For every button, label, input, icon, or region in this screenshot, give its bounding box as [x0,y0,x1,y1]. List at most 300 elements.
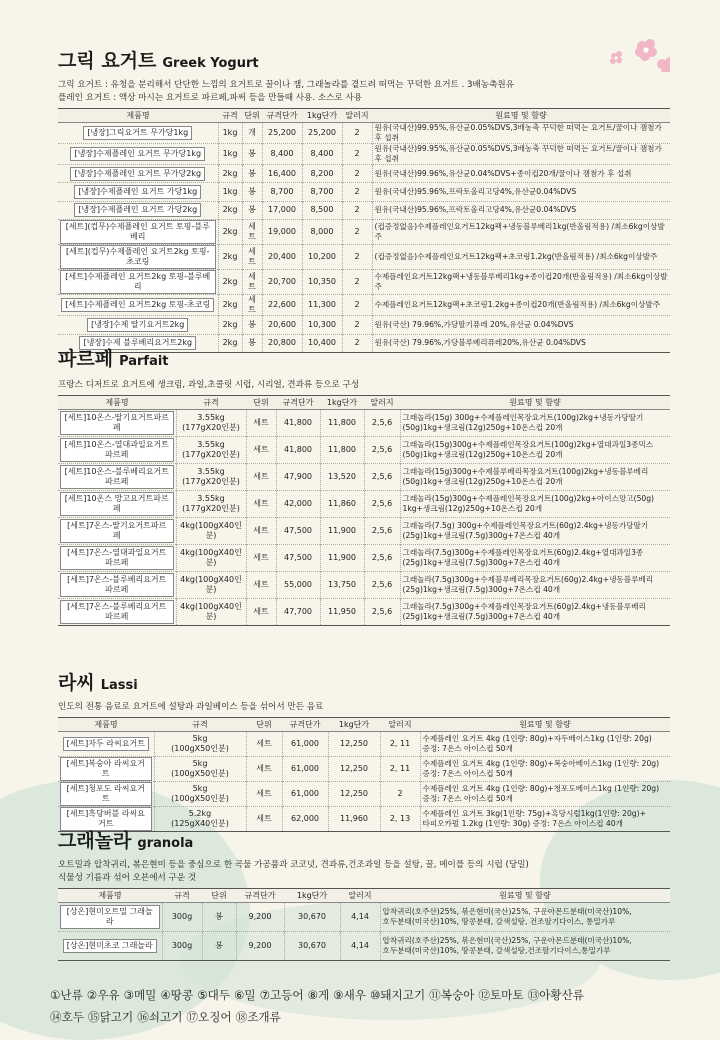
table-cell: 2 [342,201,372,219]
table-cell: 2kg [218,334,242,352]
table-row [58,464,670,491]
table-cell: 62,000 [282,807,328,832]
cell-line: 호두분태(미국산)10%, 땅콩분태, 갈색설탕, 건조딸기다이스, 통밀가루 [382,917,616,926]
column-header: 제품명 [58,396,176,410]
table-cell: 12,250 [328,757,380,782]
section-title [58,668,670,695]
table-row [58,491,670,518]
table-cell: 11,900 [320,518,364,545]
table-cell: 2,5,6 [364,518,400,545]
section-title [58,826,670,853]
table-row [58,545,670,572]
greek-yogurt-table [58,108,670,353]
table-cell: 2 [342,295,372,316]
table-cell [58,245,218,270]
table-cell: 11,960 [328,807,380,832]
table-cell [176,464,246,491]
granola-section [58,826,670,961]
cell-line: 5kg [192,759,208,768]
table-row [58,123,670,144]
table-cell: 2,5,6 [364,572,400,599]
product-name-label: [세트]복숭아 라씨요거트 [60,757,152,781]
table-cell: 22,600 [262,295,302,316]
table-cell: 세트 [242,245,262,270]
description-line: 인도의 전통 음료로 요거트에 설탕과 과일베이스 등을 섞어서 만든 음료 [58,702,324,712]
table-cell: 9,200 [236,903,284,932]
table-cell: 1kg [218,183,242,201]
column-header: 1kg단가 [328,718,380,732]
table-cell: 2 [342,144,372,165]
allergen-item: ⑯쇠고기 [137,1010,183,1024]
table-cell: 2kg [218,295,242,316]
section-title [58,344,670,371]
cell-line: (100gX50인분) [171,744,229,753]
column-header: 1kg단가 [302,109,342,123]
table-cell: 2, 11 [380,757,420,782]
table-cell: 13,750 [320,572,364,599]
cell-line: 수제플레인 요거트 4kg (1인량: 80g)+복숭아베이스1kg (1인량: 20g) [422,759,660,768]
column-header: 1kg단가 [320,396,364,410]
parfait-table [58,395,670,626]
table-cell [58,410,176,437]
column-header: 알러지 [380,718,420,732]
table-row [58,183,670,201]
table-row [58,220,670,245]
cell-line: 증정: 7온스 아이스컵 50개 [422,794,513,803]
table-cell: (컵증정없음)수제플레인요거트12kg팩+초코링1.2kg(반올림적용) /최소6kg이상발주 [372,245,670,270]
table-cell: 8,700 [302,183,342,201]
cell-line: 3.55kg [197,467,225,476]
section-description [58,701,670,714]
table-cell: 2,5,6 [364,437,400,464]
table-cell: 봉 [202,903,236,932]
column-header: 규격 [218,109,242,123]
cell-line: 그래놀라(7.5g)300g+수제블루베리목장요거트(60g)2.4kg+냉동블루베리 [402,575,654,584]
table-cell: 11,800 [320,410,364,437]
table-cell [154,782,246,807]
table-cell: 2,5,6 [364,464,400,491]
table-row [58,437,670,464]
table-cell: 25,200 [302,123,342,144]
table-cell [400,437,670,464]
table-row [58,410,670,437]
column-header: 제품명 [58,889,162,903]
table-cell: 2 [342,334,372,352]
table-cell [58,183,218,201]
allergen-item: ⑩돼지고기 [369,988,426,1002]
table-cell [400,410,670,437]
cell-line: 3.55kg [197,494,225,503]
column-header: 규격단가 [262,109,302,123]
table-cell [400,464,670,491]
table-cell: 수제플레인요거트12kg팩+초코링1.2kg+종이컵20개(반올림적용) /최소6kg이상발주 [372,295,670,316]
table-cell [58,599,176,626]
product-name-label: [냉장]수제플레인 요거트 무가당2kg [70,167,205,181]
title-korean: 라씨 [58,672,95,694]
cell-line: 1kg+생크림(12g)250g+10온스컵 20개 [402,504,543,513]
table-row [58,599,670,626]
product-name-label: [냉장]수제플레인 요거트 가당2kg [74,203,201,217]
table-cell: 300g [162,932,202,961]
table-row [58,295,670,316]
table-cell: 세트 [246,807,282,832]
table-row [58,757,670,782]
table-cell [176,491,246,518]
table-cell: (컵증정없음)수제플레인요거트12kg팩+냉동블루베리1kg(반올림적용) /최소6kg이상발주 [372,220,670,245]
product-name-label: [세트]10온스-열대과일요거트파르페 [60,438,174,462]
table-cell: 47,500 [276,518,320,545]
table-cell [176,518,246,545]
table-cell [420,732,670,757]
table-cell: 세트 [246,545,276,572]
cell-line: (125gX40인분) [171,819,229,828]
column-header: 원료명 및 함량 [400,396,670,410]
parfait-section [58,344,670,626]
table-cell: 2kg [218,201,242,219]
table-cell: 19,000 [262,220,302,245]
cell-line: 증정: 7온스 아이스컵 50개 [422,769,513,778]
product-name-label: [세트]수제플레인 요거트2kg 토핑-초코링 [61,298,214,312]
table-cell: 20,800 [262,334,302,352]
table-cell: 원유(국내산)99.95%,유산균0.05%DVS,3배농축 꾸덕한 떠먹는 요거트/꿀이나 잼첨가 후 섭취 [372,123,670,144]
table-cell [58,782,154,807]
table-cell [154,732,246,757]
table-cell [58,270,218,295]
product-name-label: [세트]7온스-블루베리요거트파르페 [60,600,174,624]
table-cell: 41,800 [276,437,320,464]
cell-line: 타피오카펄 1.2kg (1인량: 30g) 증정: 7온스 아이스컵 40개 [422,819,623,828]
cell-line: 그래놀라(7.5g) 300g+수제플레인목장요거트(60g)2.4kg+냉동가당딸기 [402,521,649,530]
column-header: 원료명 및 함량 [372,109,670,123]
table-cell: 원유(국산) 79.96%,가당블루베리퓨레20%,유산균 0.04%DVS [372,334,670,352]
table-cell: 25,200 [262,123,302,144]
cell-line: 수제플레인 요거트 4kg (1인량: 80g)+자두베이스1kg (1인량: 20g) [422,734,652,743]
section-description [58,379,670,392]
table-cell: 1kg [218,123,242,144]
column-header: 알러지 [340,889,380,903]
table-cell: 원유(국내산)99.95%,유산균0.05%DVS,3배농축 꾸덕한 떠먹는 요거트/꿀이나 잼첨가 후 섭취 [372,144,670,165]
table-cell: 13,520 [320,464,364,491]
cell-line: 3.55kg [197,440,225,449]
table-cell [58,464,176,491]
cell-line: (50g)1kg+생크림(12g)250g+10온스컵 20개 [402,450,563,459]
table-cell: 2kg [218,245,242,270]
table-cell: 300g [162,903,202,932]
table-cell: 2, 11 [380,732,420,757]
table-cell [400,491,670,518]
allergen-item: ①난류 [50,988,83,1002]
cell-line: 4kg(100gX40인분) [180,548,242,567]
table-cell: 원유(국내산)95.96%,프락토올리고당4%,유산균0.04%DVS [372,183,670,201]
cell-line: (25g)1kg+생크림(7.5g)300g+7온스컵 40개 [402,531,561,540]
table-cell: 30,670 [284,932,340,961]
granola-table [58,888,670,961]
product-name-label: [냉장]그릭요거트 무가당1kg [83,126,192,140]
cell-line: 증정: 7온스 아이스컵 50개 [422,744,513,753]
cell-line: 그래놀라(15g)300g+수제블루베리목장요거트(100g)2kg+냉동블루베리 [402,467,649,476]
section-description [58,859,670,885]
cell-line: (177gX20인분) [182,423,240,432]
column-header: 단위 [202,889,236,903]
cell-line: 그래놀라(15g)300g+수제플레인목장요거트(100g)2kg+아이스망고(50g) [402,494,655,503]
table-cell: 47,700 [276,599,320,626]
table-cell: 원유(국내산)99.96%,유산균0.04%DVS+종이컵20개/꿀이나 잼첨가 후 섭취 [372,165,670,183]
table-cell [58,437,176,464]
table-cell: 61,000 [282,757,328,782]
product-name-label: [세트]10온스-딸기요거트파르페 [60,411,174,435]
table-cell: 수제플레인요거트12kg팩+냉동블루베리1kg+종이컵20개(반올림적용) /최소6kg이상발주 [372,270,670,295]
table-cell: 11,860 [320,491,364,518]
column-header: 알러지 [342,109,372,123]
cell-line: (177gX20인분) [182,450,240,459]
table-row [58,165,670,183]
allergen-item: ②우유 [86,988,120,1002]
table-cell: 세트 [246,782,282,807]
column-header: 규격단가 [282,718,328,732]
column-header: 규격 [162,889,202,903]
table-cell: 20,700 [262,270,302,295]
table-cell: 41,800 [276,410,320,437]
column-header: 단위 [246,396,276,410]
table-cell: 2,5,6 [364,491,400,518]
cell-line: 4kg(100gX40인분) [180,521,242,540]
allergen-item: ⑰오징어 [186,1010,232,1024]
allergen-item: ⑭호두 [50,1010,84,1024]
table-row [58,572,670,599]
table-cell: 20,400 [262,245,302,270]
table-cell: 16,400 [262,165,302,183]
table-cell: 세트 [246,732,282,757]
column-header: 규격단가 [276,396,320,410]
table-cell: 8,700 [262,183,302,201]
table-cell: 8,400 [262,144,302,165]
product-name-label: [세트]자두 라씨요거트 [63,737,149,751]
table-cell [58,144,218,165]
table-cell: 11,300 [302,295,342,316]
table-cell: 세트 [246,599,276,626]
table-cell [380,903,670,932]
table-cell: 2kg [218,165,242,183]
table-cell [58,572,176,599]
table-cell: 세트 [246,437,276,464]
table-cell: 1kg [218,144,242,165]
table-cell: 개 [242,123,262,144]
table-cell: 47,900 [276,464,320,491]
column-header: 1kg단가 [284,889,340,903]
table-cell [420,757,670,782]
table-cell: 2, 13 [380,807,420,832]
table-cell: 봉 [242,183,262,201]
allergen-item: ⑱조개류 [235,1010,281,1024]
cell-line: 압착귀리(호주산)25%, 볶은현미(국산)25%, 구운아몬드분태(미국산)10%, [382,907,632,916]
product-name-label: [세트]흑당버블 라씨요거트 [60,807,152,831]
table-cell: 원유(국내산)95.96%,프락토올리고당4%,유산균0.04%DVS [372,201,670,219]
table-cell: 61,000 [282,732,328,757]
section-description [58,79,670,105]
product-name-label: [냉장]수제플레인 요거트 무가당1kg [70,147,205,161]
table-cell: 2 [380,782,420,807]
table-cell [400,599,670,626]
table-cell [176,410,246,437]
table-cell: 세트 [242,270,262,295]
title-korean: 파르페 [58,348,114,370]
allergen-item: ⑨새우 [333,988,366,1002]
product-name-label: [냉장]수제 딸기요거트2kg [87,318,188,332]
table-row [58,903,670,932]
table-cell: 30,670 [284,903,340,932]
table-cell [154,757,246,782]
cell-line: (25g)1kg+생크림(7.5g)300g+7온스컵 40개 [402,612,561,621]
table-cell [58,545,176,572]
product-name-label: [세트]7온스-딸기요거트파르페 [60,519,174,543]
description-line: 그릭 요거트 : 유청을 분리해서 단단한 느낌의 요거트로 꿀이나 잼, 그래놀라를 곁드려 떠먹는 꾸덕한 요거트 . 3배농축원유 [58,80,515,90]
title-english: granola [137,836,194,851]
table-cell: 8,500 [302,201,342,219]
table-cell: 8,000 [302,220,342,245]
cell-line: 그래놀라(7.5g)300g+수제플레인목장요거트(60g)2.4kg+냉동블루베리 [402,602,646,611]
cell-line: 3.55kg [197,413,225,422]
product-name-label: [세트]10온스-블루베리요거트파르페 [60,465,174,489]
table-cell [58,518,176,545]
product-name-label: [세트]7온스-열대과일요거트파르페 [60,546,174,570]
cell-line: 5kg [192,734,208,743]
allergen-item: ④땅콩 [160,988,194,1002]
table-cell: 12,250 [328,732,380,757]
table-cell: 55,000 [276,572,320,599]
column-header: 알러지 [364,396,400,410]
title-english: Lassi [100,678,138,693]
table-cell: 2kg [218,220,242,245]
table-row [58,270,670,295]
table-cell [58,295,218,316]
table-cell: 세트 [246,464,276,491]
cell-line: 그래놀라(7.5g)300g+수제플레인목장요거트(60g)2.4kg+열대과일3종 [402,548,644,557]
product-name-label: [냉장]수제플레인 요거트 가당1kg [74,185,201,199]
product-name-label: [세트]7온스-블루베리요거트파르페 [60,573,174,597]
column-header: 원료명 및 함량 [380,889,670,903]
allergen-item: ⑬아황산류 [527,988,584,1002]
table-cell: 세트 [246,491,276,518]
cell-line: 그래놀라(15g)300g+수제플레인목장요거트(100g)2kg+열대과일3종믹스 [402,440,654,449]
allergen-item: ⑥밀 [233,988,256,1002]
product-name-label: [세트]10온스 망고요거트파르페 [60,492,174,516]
cell-line: 수제플레인 요거트 3kg(1인량: 75g)+흑당시럽1kg(1인량: 20g)+ [422,809,646,818]
cell-line: 4kg(100gX40인분) [180,602,242,621]
table-cell: 4,14 [340,903,380,932]
allergen-item: ⑫토마토 [478,988,524,1002]
column-header: 제품명 [58,109,218,123]
table-row [58,518,670,545]
section-title [58,46,670,73]
description-line: 오트밀과 압착귀리, 볶은현미 등을 중심으로 한 곡물 가공품과 코코넛, 견과류,건조과일 등을 설탕, 꿀, 메이플 등의 시럽 (당밀) [58,860,529,870]
table-cell: 61,000 [282,782,328,807]
table-cell [58,316,218,334]
cell-line: 그래놀라(15g) 300g+수제플레인목장요거트(100g)2kg+냉동가당딸기 [402,413,644,422]
cell-line: (50g)1kg+생크림(12g)250g+10온스컵 20개 [402,477,563,486]
table-row [58,245,670,270]
table-cell: 2 [342,165,372,183]
table-row [58,932,670,961]
table-cell: 세트 [242,220,262,245]
product-name-label: [세트]수제플레인 요거트2kg 토핑-블루베리 [60,270,216,294]
description-line: 플레인 요거트 : 액상 마시는 요거트로 파르페,파써 등을 만들때 사용. 소스로 사용 [58,93,363,103]
column-header: 단위 [246,718,282,732]
cell-line: 수제플레인 요거트 4kg (1인량: 80g)+청포도베이스1kg (1인량: 20g) [422,784,660,793]
table-cell: 원유(국산) 79.96%,가당딸기퓨레 20%,유산균 0.04%DVS [372,316,670,334]
table-cell: 10,200 [302,245,342,270]
table-cell: 10,400 [302,334,342,352]
table-row [58,782,670,807]
table-cell: 2kg [218,270,242,295]
table-cell [400,545,670,572]
table-header [58,889,670,903]
title-english: Greek Yogurt [162,56,259,71]
allergen-item: ③메밀 [123,988,157,1002]
cell-line: (25g)1kg+생크림(7.5g)300g+7온스컵 40개 [402,558,561,567]
allergen-item: ⑧게 [307,988,330,1002]
table-cell: 11,800 [320,437,364,464]
greek-yogurt-section [58,46,670,353]
cell-line: 5kg [192,784,208,793]
table-cell: 2,5,6 [364,599,400,626]
table-cell: 2,5,6 [364,410,400,437]
allergen-item: ⑤대두 [197,988,230,1002]
column-header: 단위 [242,109,262,123]
table-cell: 2 [342,183,372,201]
cell-line: (25g)1kg+생크림(7.5g)300g+7온스컵 40개 [402,585,561,594]
cell-line: 4kg(100gX40인분) [180,575,242,594]
lassi-section [58,668,670,832]
table-cell: 42,000 [276,491,320,518]
table-cell: 2 [342,123,372,144]
table-cell [58,123,218,144]
cell-line: (100gX50인분) [171,769,229,778]
product-name-label: [상온]현미초코 그래놀라 [63,939,157,953]
table-cell: 10,300 [302,316,342,334]
table-cell: 봉 [242,334,262,352]
table-cell: 2kg [218,316,242,334]
table-cell [176,572,246,599]
cell-line: (177gX20인분) [182,477,240,486]
column-header: 규격단가 [236,889,284,903]
table-row [58,316,670,334]
table-cell [400,518,670,545]
table-cell [58,903,162,932]
table-cell: 12,250 [328,782,380,807]
table-cell: 8,400 [302,144,342,165]
table-cell: 20,600 [262,316,302,334]
table-cell: 세트 [246,572,276,599]
table-cell: 47,500 [276,545,320,572]
table-cell: 4,14 [340,932,380,961]
column-header: 제품명 [58,718,154,732]
table-cell [58,932,162,961]
title-korean: 그래놀라 [58,830,132,852]
table-cell: 세트 [246,410,276,437]
cell-line: (177gX20인분) [182,504,240,513]
table-cell: 17,000 [262,201,302,219]
table-cell: 봉 [242,316,262,334]
table-cell: 봉 [242,144,262,165]
description-line: 식물성 기름과 섞어 오븐에서 구운 것 [58,873,197,883]
cell-line: 압착귀리(호주산)25%, 볶은현미(국산)25%, 구운아몬드분태(미국산)10%, [382,936,632,945]
description-line: 프랑스 디저트로 요거트에 생크림, 과일,초콜릿 시럽, 시리얼, 견과류 등으로 구성 [58,380,360,390]
table-cell: 11,950 [320,599,364,626]
product-name-label: [세트](컵무)수제플레인 요거트 토핑-블루베리 [60,220,216,244]
column-header: 원료명 및 함량 [420,718,670,732]
table-cell: 2 [342,270,372,295]
table-cell [176,545,246,572]
